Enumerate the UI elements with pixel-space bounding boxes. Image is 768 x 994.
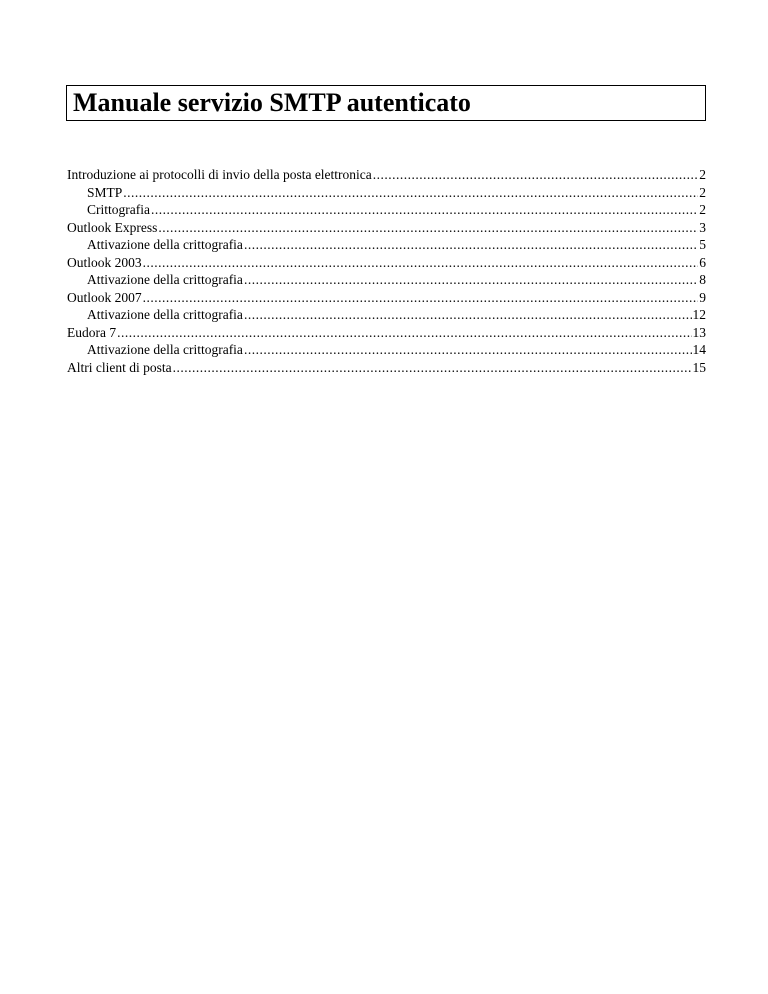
toc-page-number: 8 bbox=[699, 272, 706, 287]
toc-entry-attivazione-crittografia[interactable] bbox=[67, 341, 706, 359]
toc-dot-leader bbox=[158, 219, 698, 237]
toc-page-number: 15 bbox=[692, 359, 706, 375]
toc-page-number: 9 bbox=[699, 289, 706, 305]
toc-dot-leader bbox=[173, 359, 692, 377]
toc-entry-text: Introduzione ai protocolli di invio della posta elettronica bbox=[67, 167, 372, 182]
toc-dot-leader bbox=[244, 341, 692, 359]
toc-entry-introduzione[interactable] bbox=[67, 166, 706, 184]
toc-dot-leader bbox=[244, 271, 698, 289]
toc-entry-text: Attivazione della crittografia bbox=[87, 237, 243, 252]
toc-dot-leader bbox=[143, 254, 699, 272]
toc-entry-text: Attivazione della crittografia bbox=[87, 307, 243, 322]
toc-page-number: 2 bbox=[699, 167, 706, 182]
toc-entry-eudora-7[interactable] bbox=[67, 324, 706, 342]
toc-dot-leader bbox=[117, 324, 691, 342]
toc-entry-text: Attivazione della crittografia bbox=[87, 272, 243, 287]
toc-entry-attivazione-crittografia[interactable] bbox=[67, 236, 706, 254]
toc-page-number: 13 bbox=[692, 324, 706, 340]
toc-entry-outlook-2007[interactable] bbox=[67, 289, 706, 307]
toc-page-number: 5 bbox=[699, 237, 706, 252]
toc-entry-crittografia[interactable] bbox=[67, 201, 706, 219]
toc-entry-outlook-express[interactable] bbox=[67, 219, 706, 237]
toc-entry-outlook-2003[interactable] bbox=[67, 254, 706, 272]
toc-page-number: 6 bbox=[699, 254, 706, 270]
toc-page-number: 12 bbox=[692, 307, 706, 322]
toc-dot-leader bbox=[123, 184, 698, 202]
toc-entry-smtp[interactable] bbox=[67, 184, 706, 202]
toc-entry-text: Crittografia bbox=[87, 202, 150, 217]
toc-dot-leader bbox=[151, 201, 698, 219]
toc-entry-text: Outlook 2007 bbox=[67, 289, 142, 305]
document-title: Manuale servizio SMTP autenticato bbox=[73, 88, 471, 117]
toc-dot-leader bbox=[244, 236, 698, 254]
toc-entry-text: Outlook Express bbox=[67, 219, 158, 235]
toc-dot-leader bbox=[373, 166, 698, 184]
toc-dot-leader bbox=[143, 289, 699, 307]
toc-dot-leader bbox=[244, 306, 692, 324]
toc-entry-attivazione-crittografia[interactable] bbox=[67, 306, 706, 324]
toc-entry-text: Altri client di posta bbox=[67, 359, 172, 375]
toc-entry-text: Attivazione della crittografia bbox=[87, 342, 243, 357]
toc-page-number: 2 bbox=[699, 184, 706, 200]
toc-page-number: 3 bbox=[699, 219, 706, 235]
title-box bbox=[66, 85, 706, 121]
table-of-contents bbox=[67, 166, 706, 376]
toc-page-number: 2 bbox=[699, 202, 706, 217]
toc-entry-attivazione-crittografia[interactable] bbox=[67, 271, 706, 289]
toc-page-number: 14 bbox=[692, 342, 706, 357]
toc-entry-text: SMTP bbox=[87, 184, 123, 200]
toc-entry-text: Outlook 2003 bbox=[67, 254, 142, 270]
toc-entry-text: Eudora 7 bbox=[67, 324, 117, 340]
toc-entry-altri-client[interactable] bbox=[67, 359, 706, 377]
